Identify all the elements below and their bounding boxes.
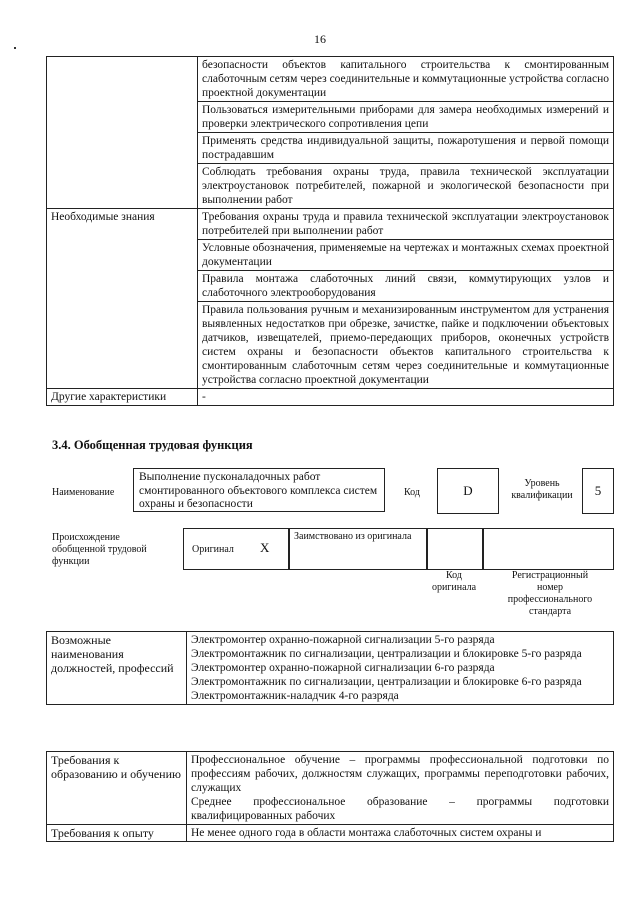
name-label: Наименование bbox=[52, 487, 115, 498]
table-row bbox=[47, 389, 614, 406]
table-cell: Условные обозначения, применяемые на чертежах и монтажных схемах проектной документации bbox=[198, 240, 614, 271]
reg-caption: Регистрационный номер профессионального стандарта bbox=[507, 570, 593, 617]
row-label-knowledge: Необходимые знания bbox=[47, 209, 198, 389]
list-item: Среднее профессиональное образование – программы подготовки квалифицированных рабочих bbox=[191, 796, 609, 822]
table-cell: безопасности объектов капитального строительства к смонтированным слаботочным сетям через соединительные и коммутационные устройства согласно проектной документации bbox=[198, 57, 614, 102]
row-label-other: Другие характеристики bbox=[47, 389, 198, 406]
level-value-box: 5 bbox=[582, 468, 614, 514]
list-item: Электромонтажник-наладчик 4-го разряда bbox=[191, 690, 399, 702]
list-item: Электромонтер охранно-пожарной сигнализации 5-го разряда bbox=[191, 634, 495, 646]
borrowed-cell bbox=[288, 528, 428, 570]
table-row bbox=[47, 825, 614, 842]
page-number: 16 bbox=[314, 32, 326, 46]
table-cell: Правила монтажа слаботочных линий связи, коммутирующих узлов и слаботочного электрооборудования bbox=[198, 271, 614, 302]
table-cell: Правила пользования ручным и механизированным инструментом для устранения выявленных недостатков при обрезке, зачистке, пайке и подключении объектовых датчиков, извещателей, приемо-передающих приборов, оконечных устройств систем охраны и безопасности объектов капитального строительства к смонтированным слаботочным сетям через соединительные и коммутационные устройства согласно проектной документации bbox=[198, 302, 614, 389]
original-cell bbox=[183, 528, 290, 570]
code-label: Код bbox=[404, 487, 420, 498]
row-label bbox=[47, 57, 198, 209]
original-label: Оригинал bbox=[192, 544, 234, 555]
level-label: Уровень квалификации bbox=[511, 478, 573, 501]
table-row bbox=[47, 632, 614, 705]
education-label: Требования к образованию и обучению bbox=[47, 752, 187, 825]
code-caption: Код оригинала bbox=[431, 570, 477, 593]
skills-knowledge-table bbox=[46, 56, 614, 406]
table-cell: Пользоваться измерительными приборами для замера необходимых измерений и проверки электрического сопротивления цепи bbox=[198, 102, 614, 133]
section-title: 3.4. Обобщенная трудовая функция bbox=[52, 438, 253, 452]
list-item: Профессиональное обучение – программы профессиональной подготовки по профессиям рабочих, должностям служащих, программы переподготовки рабочих, служащих bbox=[191, 754, 609, 794]
table-row bbox=[47, 57, 614, 102]
origin-label: Происхождение обобщенной трудовой функции bbox=[52, 532, 147, 567]
table-cell: Соблюдать требования охраны труда, правила технической эксплуатации электроустановок потребителей, пожарной и экологической безопасности при выполнении работ bbox=[198, 164, 614, 209]
borrowed-label: Заимствовано из оригинала bbox=[294, 531, 412, 542]
code-value-box: D bbox=[437, 468, 499, 514]
table-cell: Применять средства индивидуальной защиты, пожаротушения и первой помощи пострадавшим bbox=[198, 133, 614, 164]
education-cell bbox=[187, 752, 614, 825]
table-row bbox=[47, 209, 614, 240]
experience-label: Требования к опыту bbox=[47, 825, 187, 842]
function-name-box: Выполнение пусконаладочных работ смонтированного объектового комплекса систем охраны и безопасности bbox=[133, 468, 385, 512]
scan-speck bbox=[14, 47, 16, 49]
list-item: Электромонтажник по сигнализации, централизации и блокировке 6-го разряда bbox=[191, 676, 582, 688]
table-row bbox=[47, 752, 614, 825]
reg-number-cell bbox=[482, 528, 614, 570]
list-item: Электромонтажник по сигнализации, централизации и блокировке 5-го разряда bbox=[191, 648, 582, 660]
origin-code-cell bbox=[426, 528, 484, 570]
positions-list bbox=[187, 632, 614, 705]
positions-label: Возможные наименования должностей, профессий bbox=[47, 632, 187, 705]
table-cell: Требования охраны труда и правила технической эксплуатации электроустановок потребителей при выполнении работ bbox=[198, 209, 614, 240]
positions-table bbox=[46, 631, 614, 705]
table-cell: - bbox=[198, 389, 614, 406]
experience-cell: Не менее одного года в области монтажа слаботочных систем охраны и bbox=[187, 825, 614, 842]
list-item: Электромонтер охранно-пожарной сигнализации 6-го разряда bbox=[191, 662, 495, 674]
original-mark: X bbox=[260, 540, 270, 555]
requirements-table bbox=[46, 751, 614, 842]
